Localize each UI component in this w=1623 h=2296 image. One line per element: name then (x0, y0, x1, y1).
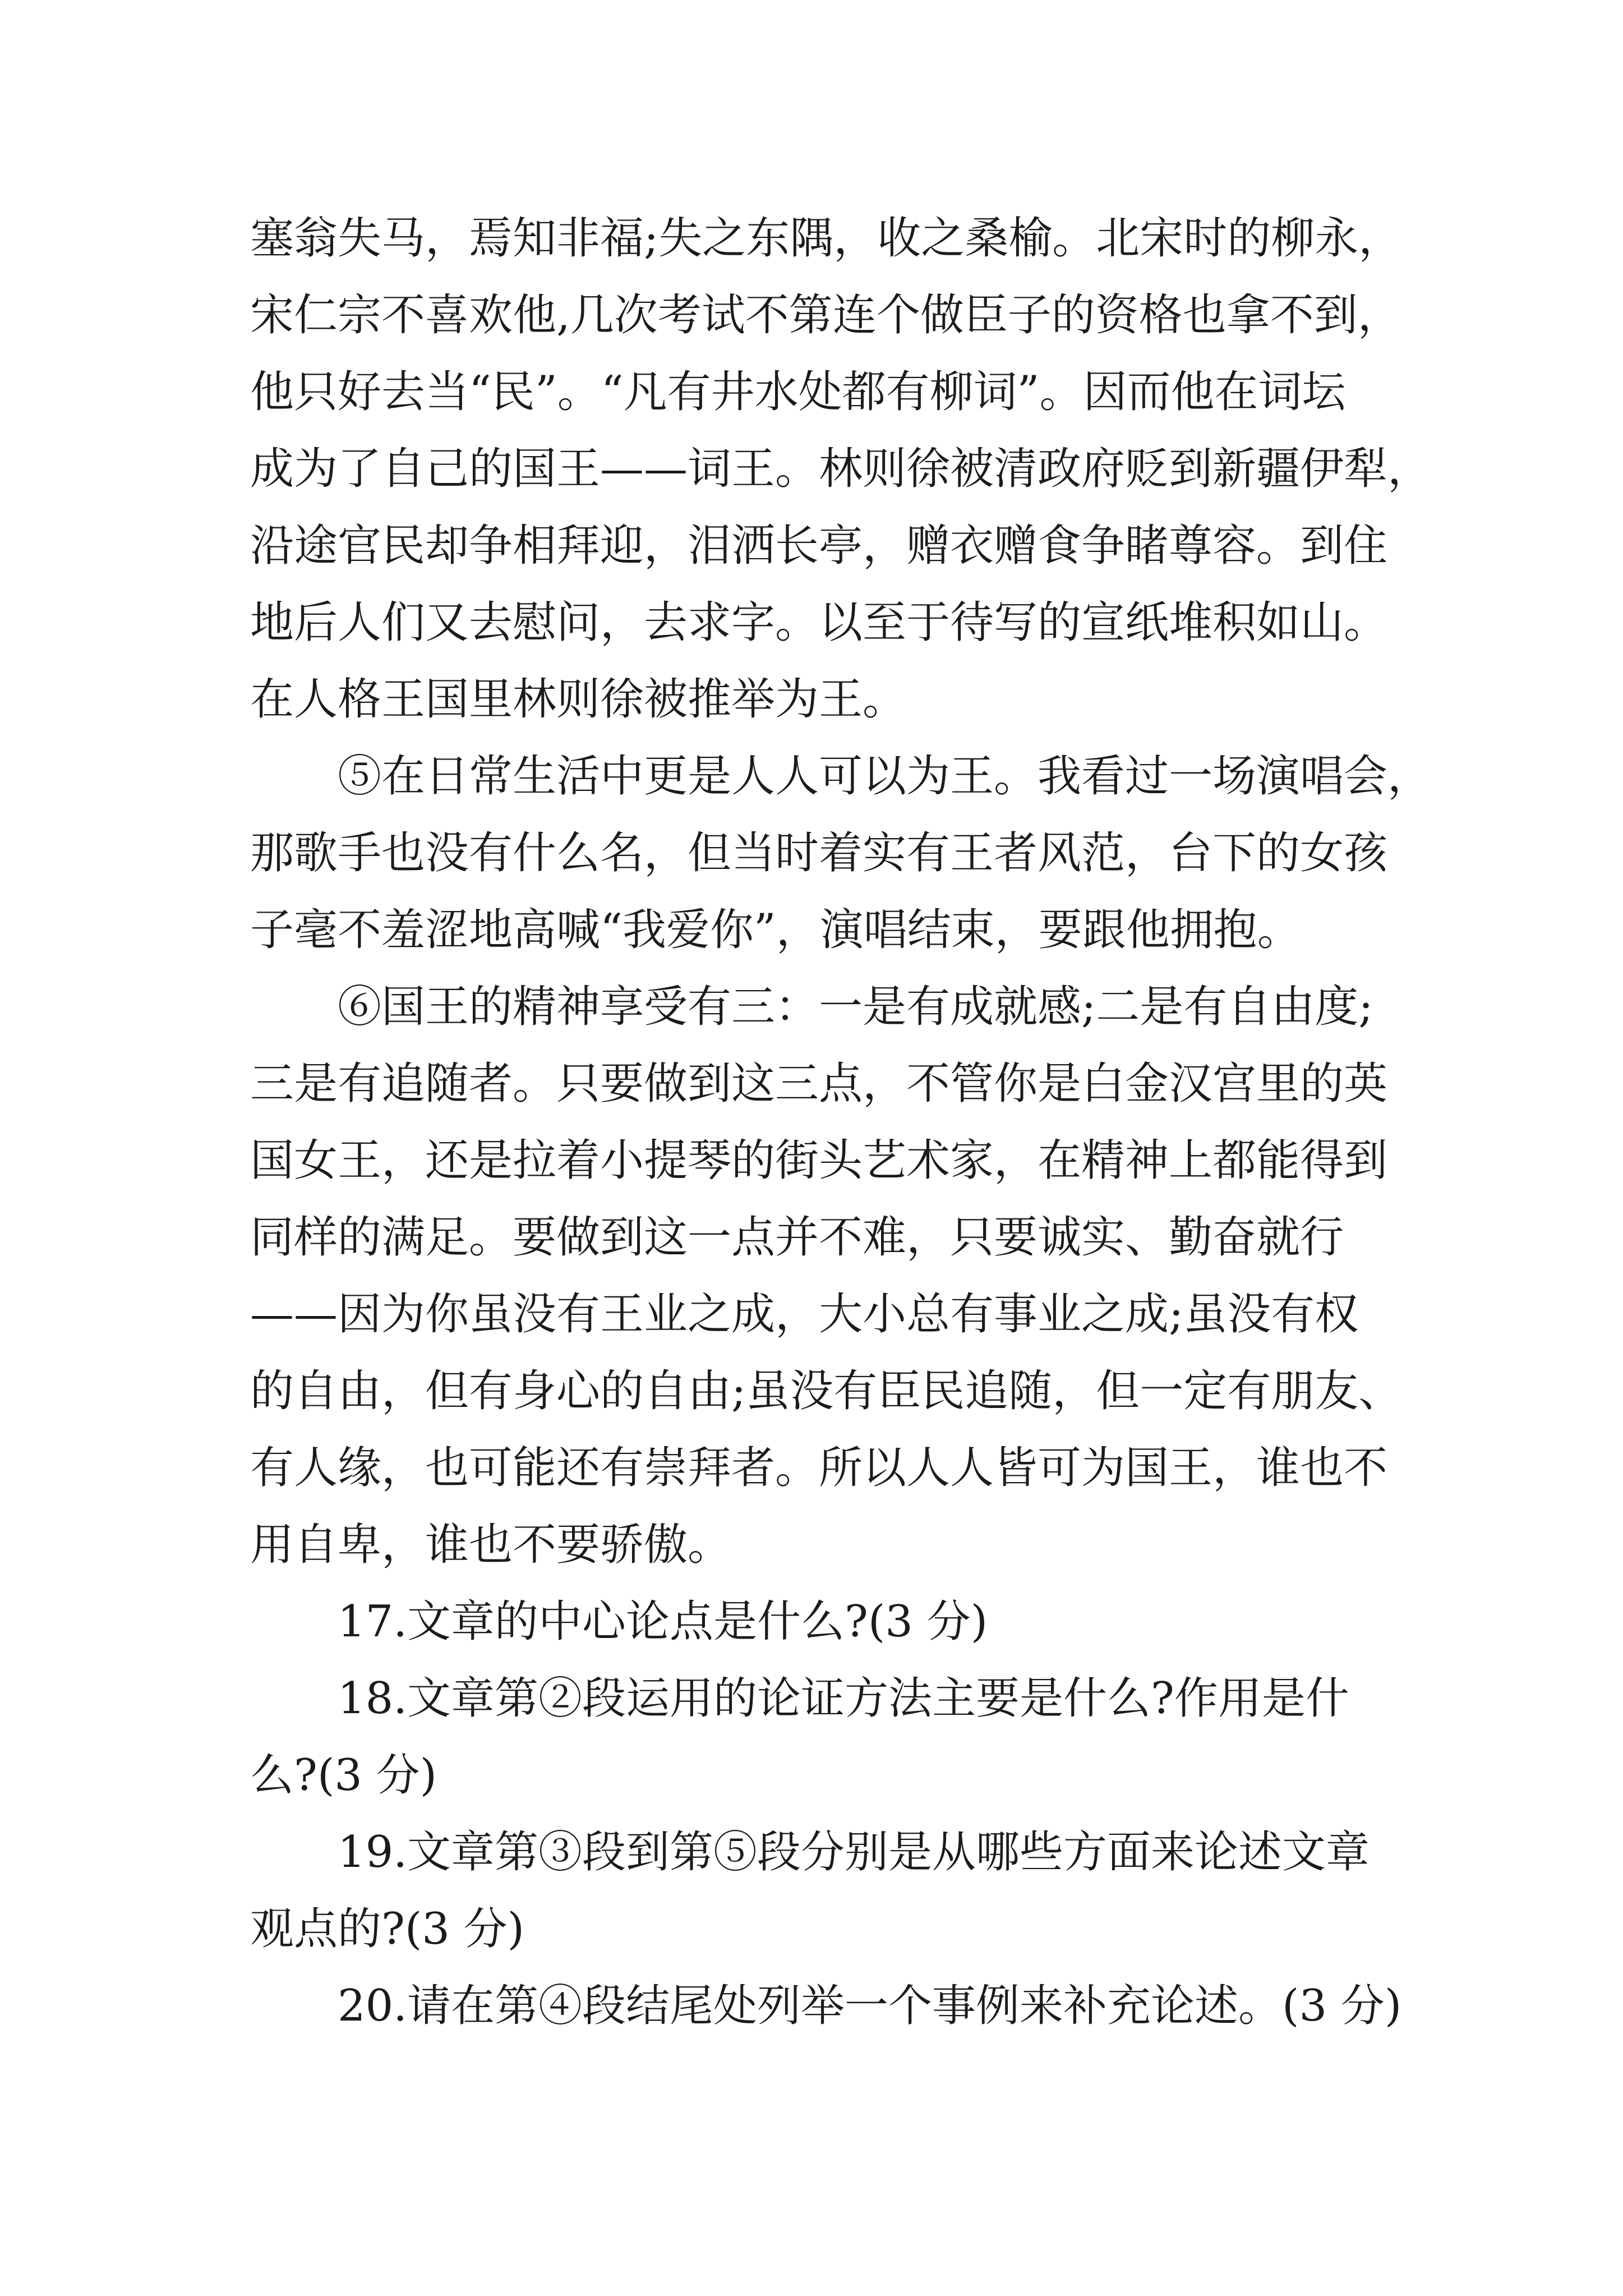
text-line: 塞翁失马，焉知非福;失之东隅，收之桑榆。北宋时的柳永， (250, 213, 1403, 264)
text-line: 沿途官民却争相拜迎，泪洒长亭，赠衣赠食争睹尊容。到住 (250, 521, 1388, 571)
text-line: 三是有追随者。只要做到这三点，不管你是白金汉宫里的英 (250, 1059, 1388, 1109)
question-text: 18.文章第②段运用的论证方法主要是什么?作用是什 (338, 1673, 1349, 1724)
question-list (250, 1584, 1540, 2045)
paragraph-6 (250, 969, 1540, 1584)
text-line: 同样的满足。要做到这一点并不难，只要诚实、勤奋就行 (250, 1212, 1344, 1263)
paragraph-4-continuation (250, 200, 1540, 738)
question-text: 么?(3 分) (250, 1750, 437, 1801)
text-line: 在人格王国里林则徐被推举为王。 (250, 674, 907, 725)
text-line: ——因为你虽没有王业之成，大小总有事业之成;虽没有权 (250, 1289, 1359, 1340)
question-19 (250, 1814, 1540, 1968)
question-text: 19.文章第③段到第⑤段分别是从哪些方面来论述文章 (338, 1827, 1370, 1878)
text-line: 他只好去当“民”。“凡有井水处都有柳词”。因而他在词坛 (250, 367, 1346, 417)
text-line: 那歌手也没有什么名，但当时着实有王者风范，台下的女孩 (250, 828, 1388, 878)
text-line: 宋仁宗不喜欢他,几次考试不第连个做臣子的资格也拿不到， (250, 290, 1401, 341)
document-body (250, 200, 1540, 2045)
text-line: ⑥国王的精神享受有三：一是有成就感;二是有自由度; (338, 982, 1373, 1032)
question-20 (250, 1968, 1540, 2045)
text-line: 地后人们又去慰问，去求字。以至于待写的宣纸堆积如山。 (250, 597, 1388, 648)
text-line: 用自卑，谁也不要骄傲。 (250, 1520, 732, 1570)
text-line: 成为了自己的国王——词王。林则徐被清政府贬到新疆伊犁， (250, 444, 1432, 494)
question-17 (250, 1584, 1540, 1660)
question-text: 17.文章的中心论点是什么?(3 分) (338, 1596, 988, 1647)
question-text: 20.请在第④段结尾处列举一个事例来补充论述。(3 分) (338, 1981, 1402, 2031)
question-18 (250, 1660, 1540, 1814)
text-line: 国女王，还是拉着小提琴的街头艺术家，在精神上都能得到 (250, 1135, 1388, 1186)
text-line: ⑤在日常生活中更是人人可以为王。我看过一场演唱会， (338, 751, 1432, 802)
question-text: 观点的?(3 分) (250, 1904, 525, 1954)
text-line: 的自由，但有身心的自由;虽没有臣民追随，但一定有朋友、 (250, 1366, 1403, 1416)
text-line: 有人缘，也可能还有崇拜者。所以人人皆可为国王，谁也不 (250, 1443, 1388, 1493)
text-line: 子毫不羞涩地高喊“我爱你”，演唱结束，要跟他拥抱。 (250, 905, 1301, 955)
paragraph-5 (250, 738, 1540, 969)
